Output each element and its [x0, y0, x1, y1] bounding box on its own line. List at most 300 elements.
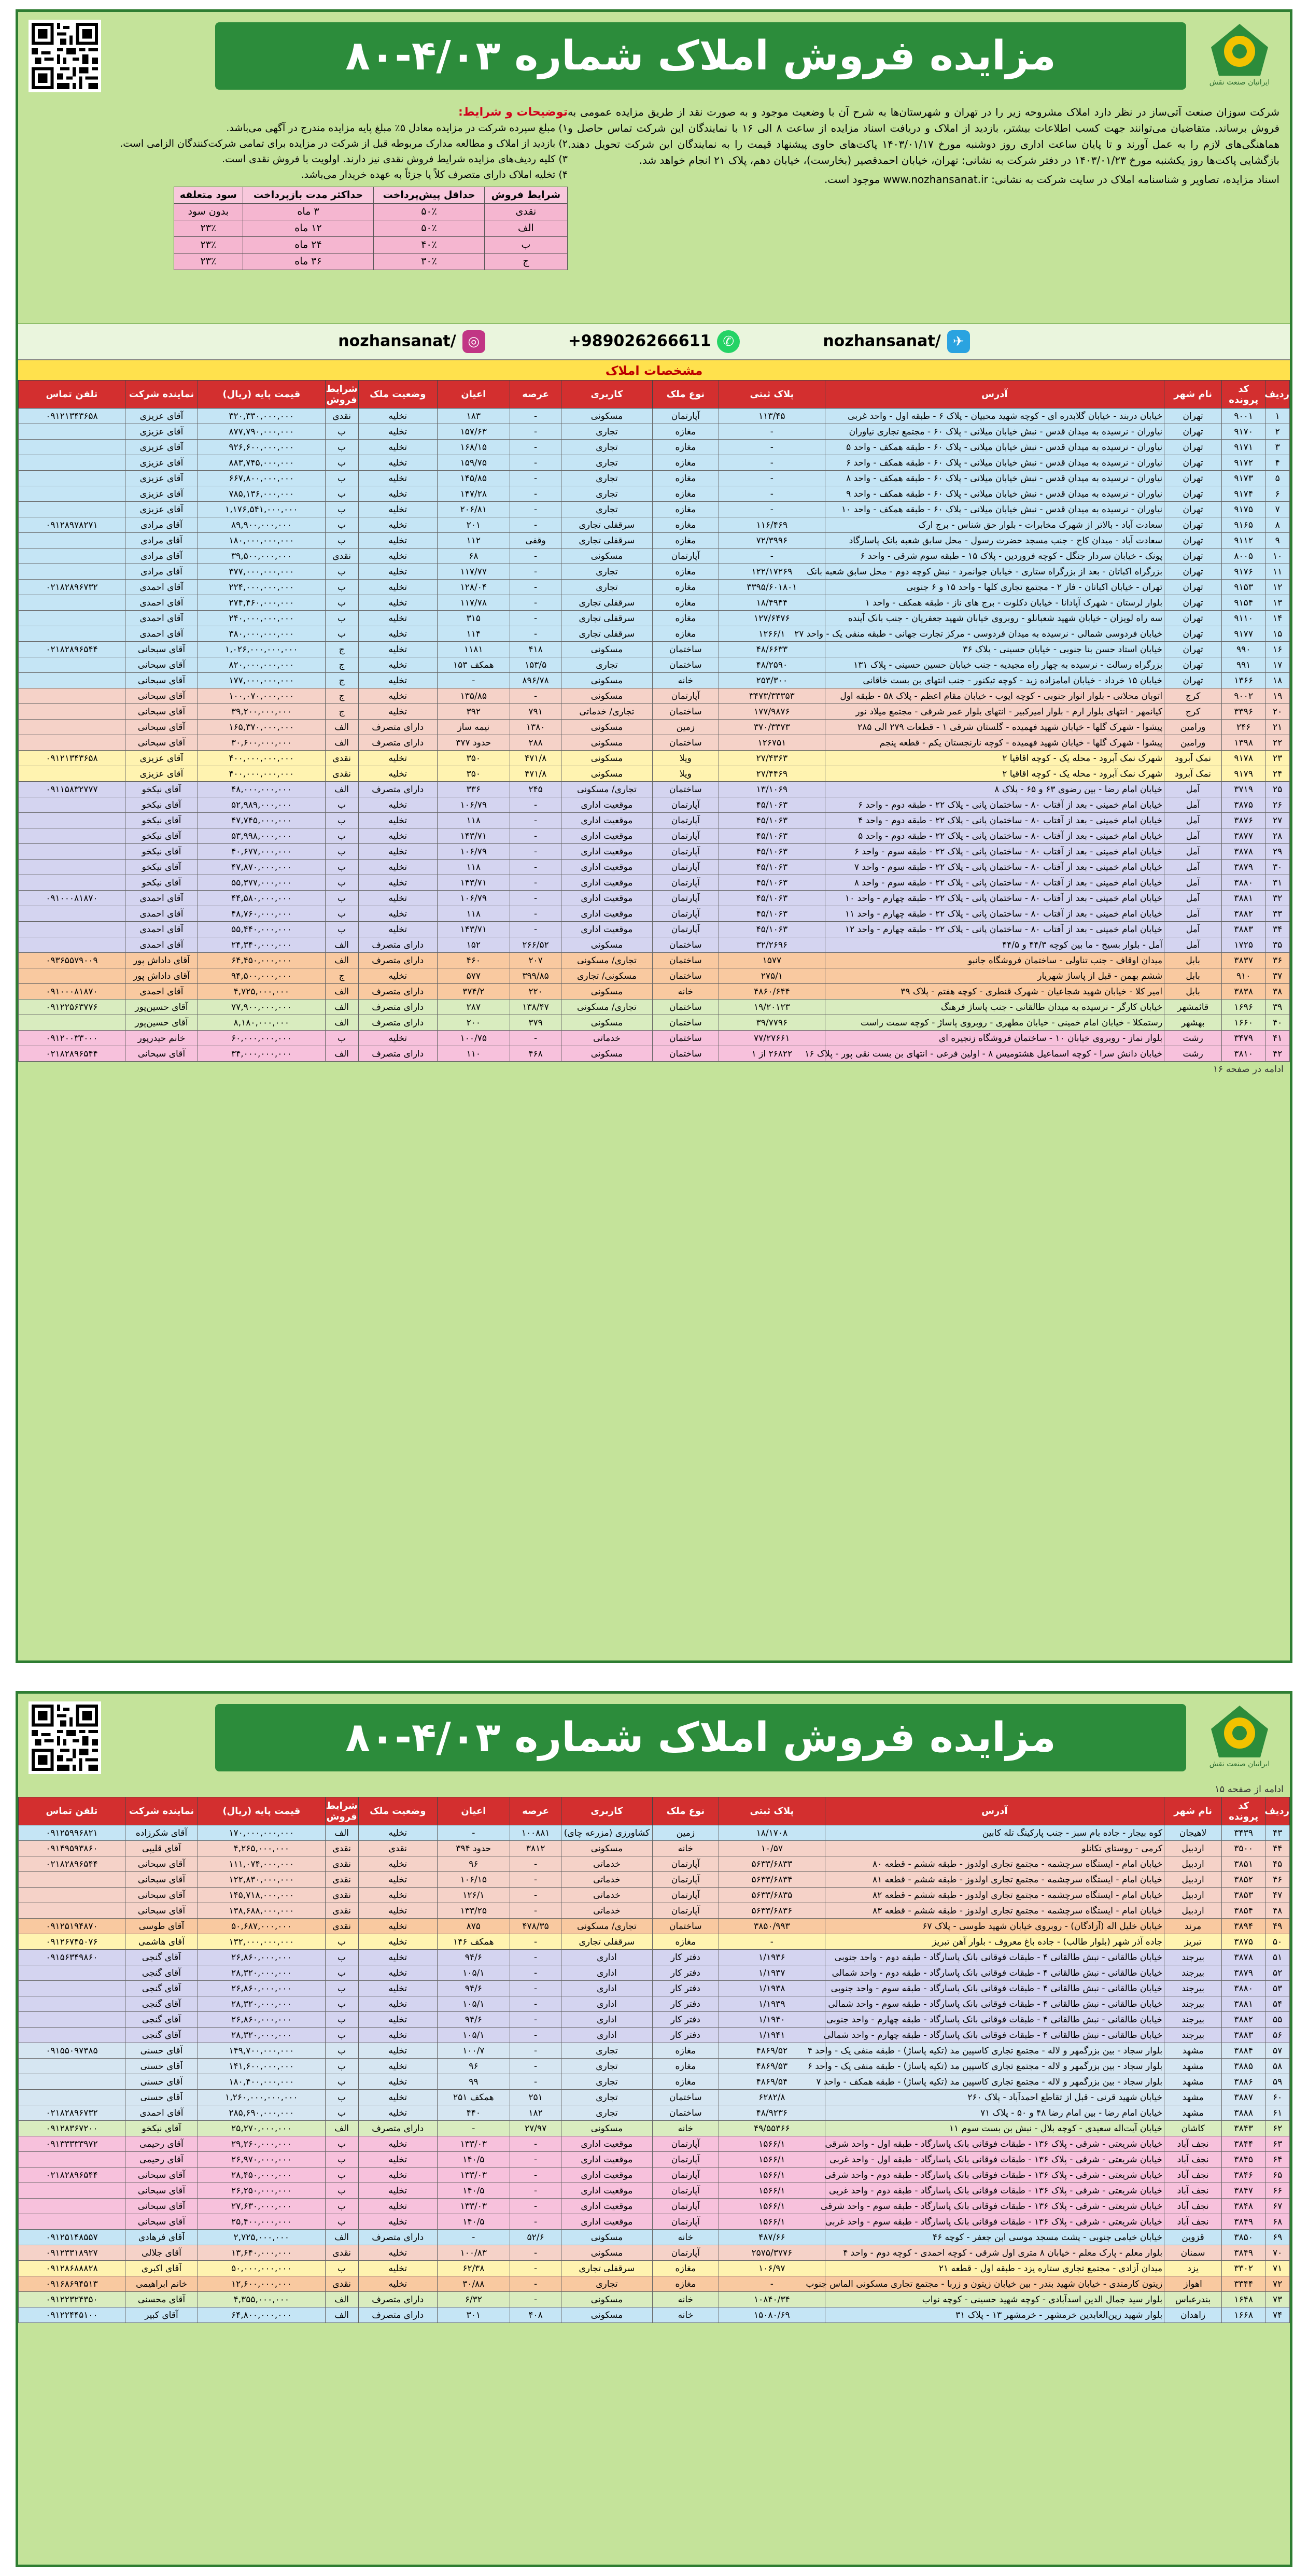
- property-cell: [19, 875, 125, 891]
- property-cell: تجاری: [561, 2043, 652, 2059]
- property-cell: مسکونی/ تجاری: [561, 968, 652, 984]
- property-cell: آقای حسین‌پور: [125, 1015, 198, 1031]
- property-cell: ۳۰,۶۰۰,۰۰۰,۰۰۰: [198, 735, 325, 751]
- property-cell: خانه: [652, 673, 719, 688]
- property-cell: تخلیه: [358, 797, 437, 813]
- property-cell: ۲۹: [1265, 844, 1290, 860]
- property-cell: ۱۶۵,۳۷۰,۰۰۰,۰۰۰: [198, 720, 325, 735]
- property-cell: تخلیه: [358, 813, 437, 828]
- property-cell: ۵۸: [1265, 2059, 1290, 2074]
- property-row: [19, 626, 1290, 642]
- property-cell: [19, 1965, 125, 1981]
- property-row: [19, 844, 1290, 860]
- property-cell: ۲۶,۸۶۰,۰۰۰,۰۰۰: [198, 2012, 325, 2028]
- property-cell: آپارتمان: [652, 891, 719, 906]
- property-cell: ۱۰۵/۱: [437, 1965, 510, 1981]
- property-cell: الف: [325, 2292, 358, 2307]
- property-cell: رشت: [1164, 1031, 1222, 1046]
- qr-code-icon[interactable]: [29, 1701, 101, 1774]
- property-cell: ۳۴۷۳/۳۳۳۵۳: [719, 688, 825, 704]
- property-cell: آقای سبحانی: [125, 688, 198, 704]
- property-cell: بیرجند: [1164, 1981, 1222, 1996]
- property-cell: بابل: [1164, 984, 1222, 1000]
- page-title-2: مزایده فروش املاک شماره ۴/۰۳-۸۰: [215, 1704, 1186, 1771]
- property-cell: تخلیه: [358, 564, 437, 580]
- property-cell: ۳۸۴۶: [1222, 2167, 1265, 2183]
- property-cell: خیابان امام - ایستگاه سرچشمه - مجتمع تجاری اولدوز - طبقه ششم - قطعه ۸۳: [825, 1903, 1164, 1919]
- property-cell: ۹۴/۶: [437, 1981, 510, 1996]
- property-cell: ۱۲۷/۶۴۷۶: [719, 611, 825, 626]
- property-cell: اداری: [561, 1950, 652, 1965]
- property-cell: آقای محسنی: [125, 2292, 198, 2307]
- property-cell: تخلیه: [358, 2199, 437, 2214]
- property-row: [19, 1903, 1290, 1919]
- column-header: تلفن تماس: [19, 1797, 125, 1825]
- property-cell: -: [719, 1934, 825, 1950]
- property-cell: آقای حسنی: [125, 2090, 198, 2105]
- property-cell: -: [719, 455, 825, 471]
- property-cell: ۱۰۰/۷: [437, 2043, 510, 2059]
- property-cell: ۳۸۵۰/۹۹۳: [719, 1919, 825, 1934]
- property-cell: ۹۱۱۲: [1222, 533, 1265, 548]
- property-cell: ۳۸۸۴: [1222, 2043, 1265, 2059]
- property-row: [19, 611, 1290, 626]
- properties-table-1: [18, 380, 1290, 1062]
- property-cell: -: [510, 828, 561, 844]
- property-cell: خیابان کارگر - نرسیده به میدان طالقانی - جنب پاساژ فرهنگ: [825, 1000, 1164, 1015]
- property-cell: ساختمان: [652, 937, 719, 953]
- property-cell: ۲۶,۸۶۰,۰۰۰,۰۰۰: [198, 1981, 325, 1996]
- property-cell: اردبیل: [1164, 1856, 1222, 1872]
- logo-icon: [1208, 21, 1271, 78]
- property-cell: ۳۴,۰۰۰,۰۰۰,۰۰۰: [198, 1046, 325, 1062]
- property-cell: آپارتمان: [652, 906, 719, 922]
- property-cell: ب: [325, 517, 358, 533]
- property-cell: ۶۲/۳۸: [437, 2261, 510, 2276]
- property-cell: ۳۸۱۰: [1222, 1046, 1265, 1062]
- property-cell: تخلیه: [358, 1888, 437, 1903]
- property-cell: زاهدان: [1164, 2307, 1222, 2323]
- property-cell: موقعیت اداری: [561, 860, 652, 875]
- condition-4: ۴) تخلیه املاک دارای متصرف کلاً یا جزئاً به عهده خریدار می‌باشد.: [301, 169, 568, 180]
- property-cell: آقای عزیزی: [125, 455, 198, 471]
- property-row: [19, 828, 1290, 844]
- property-cell: خیابان امام خمینی - بعد از آفتاب ۸۰ - ساختمان پانی - پلاک ۲۲ - طبقه سوم - واحد ۷: [825, 860, 1164, 875]
- property-cell: ۱۰: [1265, 548, 1290, 564]
- property-cell: مغازه: [652, 2074, 719, 2090]
- property-cell: تهران: [1164, 626, 1222, 642]
- sale-terms-cell: ۲۳٪: [174, 237, 243, 254]
- property-cell: ۱۸/۴۹۴۴: [719, 595, 825, 611]
- property-cell: تهران: [1164, 409, 1222, 424]
- property-cell: آپارتمان: [652, 844, 719, 860]
- continued-note: ادامه در صفحه ۱۶: [1213, 1064, 1284, 1075]
- property-cell: قائمشهر: [1164, 1000, 1222, 1015]
- whatsapp-link[interactable]: [568, 330, 740, 353]
- property-cell: خیابان امام رضا - بین امام رضا ۴۸ و ۵۰ - پلاک ۷۱: [825, 2105, 1164, 2121]
- property-cell: -: [510, 813, 561, 828]
- property-cell: ۴۵/۱۰۶۳: [719, 828, 825, 844]
- auction-sheet-2: [16, 1691, 1292, 2567]
- property-cell: -: [510, 1934, 561, 1950]
- property-cell: خانم حیدرپور: [125, 1031, 198, 1046]
- property-cell: خدماتی: [561, 1888, 652, 1903]
- sale-terms-table: [174, 187, 568, 270]
- property-row: [19, 953, 1290, 968]
- property-cell: [19, 626, 125, 642]
- property-cell: ۵۲: [1265, 1965, 1290, 1981]
- property-cell: نقدی: [325, 2245, 358, 2261]
- property-cell: بلوار سید جمال الدین اسدآبادی - کوچه شهید حسینی - کوچه نواب: [825, 2292, 1164, 2307]
- property-cell: نقدی: [325, 1903, 358, 1919]
- property-cell: ب: [325, 2152, 358, 2167]
- property-cell: ۳۸۴۹: [1222, 2245, 1265, 2261]
- property-cell: آقای نیکخو: [125, 782, 198, 797]
- property-cell: آمل: [1164, 891, 1222, 906]
- property-cell: مشهد: [1164, 2043, 1222, 2059]
- property-cell: آقای نیکخو: [125, 844, 198, 860]
- property-cell: ۴۴۰: [437, 2105, 510, 2121]
- intro-paragraph: شرکت سوزان صنعت آتی‌ساز در نظر دارد املاک مشروحه زیر را در تهران و شهرستان‌ها به شرح آن با وضعیت موجود و به صورت نقد از طریق مزایده عمومی به فروش برساند. متقاضیان می‌توانند جهت کسب اطلاعات بیشتر، بازدید از املاک و دریافت اسناد مزایده از ساعت ۸ الی ۱۶ با نمایندگان این شرکت تماس حاصل و هماهنگی‌های لازم را به عمل آورند و تا پایان ساعت اداری روز دوشنبه مورخ ۱۴۰۳/۰۱/۱۷ پاکت‌های حاوی پیشنهاد قیمت را به نمایندگان این شرکت تحویل دهند. بازگشایی پاکت‌ها روز یکشنبه مورخ ۱۴۰۳/۰۱/۲۳ در دفتر شرکت به نشانی: تهران، خیابان احمدقصیر (بخارست)، خیابان دهم، پلاک ۲۱ انجام خواهد شد.: [568, 106, 1280, 166]
- property-cell: ۵: [1265, 471, 1290, 486]
- property-cell: ۰۹۱۵۶۳۴۹۸۶۰: [19, 1950, 125, 1965]
- property-cell: -: [719, 502, 825, 517]
- property-cell: تجاری: [561, 455, 652, 471]
- property-cell: ۱۱۴: [437, 626, 510, 642]
- property-cell: الف: [325, 1015, 358, 1031]
- property-cell: موقعیت اداری: [561, 813, 652, 828]
- property-cell: اداری: [561, 2028, 652, 2043]
- property-cell: تخلیه: [358, 1919, 437, 1934]
- property-cell: دارای متصرف: [358, 2307, 437, 2323]
- column-header: عرصه: [510, 1797, 561, 1825]
- property-cell: خانه: [652, 2121, 719, 2136]
- property-cell: ۱۱۲: [437, 533, 510, 548]
- property-cell: ۴۶: [1265, 1872, 1290, 1888]
- property-cell: ۷۹۱: [510, 704, 561, 720]
- property-cell: تخلیه: [358, 424, 437, 440]
- property-cell: ۶۱: [1265, 2105, 1290, 2121]
- property-cell: تهران: [1164, 424, 1222, 440]
- property-cell: ب: [325, 2199, 358, 2214]
- property-cell: مسکونی: [561, 688, 652, 704]
- property-cell: ۷۲/۳۹۹۶: [719, 533, 825, 548]
- property-row: [19, 2183, 1290, 2199]
- property-cell: ۴۱: [1265, 1031, 1290, 1046]
- column-header: ردیف: [1265, 381, 1290, 409]
- property-cell: خیابان استاد حسن بنا جنوبی - خیابان حسینی - پلاک ۳۶: [825, 642, 1164, 657]
- property-cell: ۰۹۱۲۰۰۳۳۰۰۰: [19, 1031, 125, 1046]
- property-cell: آقای عزیزی: [125, 751, 198, 766]
- property-cell: دفتر کار: [652, 2012, 719, 2028]
- property-cell: [19, 2152, 125, 2167]
- property-cell: نیمه ساز: [437, 720, 510, 735]
- property-cell: ۳۸۳۷: [1222, 953, 1265, 968]
- property-cell: خیابان آیت‌اله سعیدی - کوچه بلال - نبش بن بست سوم ۱۱: [825, 2121, 1164, 2136]
- property-cell: ۱۴۷/۲۸: [437, 486, 510, 502]
- property-cell: خیابان امام خمینی - بعد از آفتاب ۸۰ - ساختمان پانی - پلاک ۲۲ - طبقه دوم - واحد ۴: [825, 813, 1164, 828]
- property-cell: آقای مرادی: [125, 548, 198, 564]
- property-cell: حدود ۳۹۴: [437, 1841, 510, 1856]
- property-cell: الف: [325, 953, 358, 968]
- property-cell: آقای احمدی: [125, 595, 198, 611]
- property-cell: [19, 502, 125, 517]
- property-cell: آقای داداش پور: [125, 953, 198, 968]
- property-cell: تخلیه: [358, 2105, 437, 2121]
- property-cell: تجاری: [561, 564, 652, 580]
- property-cell: الف: [325, 1825, 358, 1841]
- property-cell: ۴۵/۱۰۶۳: [719, 844, 825, 860]
- property-cell: ۵۹: [1265, 2074, 1290, 2090]
- property-cell: ساختمان: [652, 1031, 719, 1046]
- property-cell: تخلیه: [358, 440, 437, 455]
- property-cell: -: [437, 2230, 510, 2245]
- property-cell: خیابان طالقانی - نبش طالقانی ۴ - طبقات فوقانی بانک پاسارگاد - طبقه چهارم - واحد جنوبی: [825, 2012, 1164, 2028]
- property-cell: ۵۶۳۳/۶۸۳۴: [719, 1872, 825, 1888]
- property-row: [19, 440, 1290, 455]
- property-cell: دارای متصرف: [358, 2292, 437, 2307]
- property-row: [19, 704, 1290, 720]
- property-cell: ۱۷۲۵: [1222, 937, 1265, 953]
- property-cell: ۴۰۰,۰۰۰,۰۰۰,۰۰۰: [198, 751, 325, 766]
- property-cell: بلوار نماز - روبروی خیابان ۱۰ - ساختمان فروشگاه زنجیره ای: [825, 1031, 1164, 1046]
- property-cell: اردبیل: [1164, 1841, 1222, 1856]
- property-cell: ۲,۷۲۵,۰۰۰,۰۰۰: [198, 2230, 325, 2245]
- property-cell: ۱۴۳/۷۱: [437, 828, 510, 844]
- property-cell: ۲۰۷: [510, 953, 561, 968]
- property-cell: ۱۳۸/۴۷: [510, 1000, 561, 1015]
- condition-2: ۲) بازدید از املاک و مطالعه مدارک مربوطه قبل از شرکت در مزایده برای تمامی شرکت‌کنندگان الزامی است.: [120, 138, 568, 149]
- property-cell: آقای سبحانی: [125, 2214, 198, 2230]
- property-cell: خیابان امام خمینی - بعد از آفتاب ۸۰ - ساختمان پانی - پلاک ۲۲ - طبقه چهارم - واحد ۱۲: [825, 922, 1164, 937]
- property-cell: ۳۸۸۳: [1222, 2028, 1265, 2043]
- property-cell: تخلیه: [358, 2245, 437, 2261]
- property-row: [19, 906, 1290, 922]
- property-cell: مسکونی: [561, 1046, 652, 1062]
- property-cell: ساختمان: [652, 735, 719, 751]
- property-cell: ۱۴۹,۷۰۰,۰۰۰,۰۰۰: [198, 2043, 325, 2059]
- property-cell: -: [510, 875, 561, 891]
- property-cell: ۳۲: [1265, 891, 1290, 906]
- property-cell: ۲۵۱: [510, 2090, 561, 2105]
- property-cell: ۶۸: [1265, 2214, 1290, 2230]
- instagram-icon: ◎: [462, 330, 485, 353]
- property-cell: مسکونی: [561, 1841, 652, 1856]
- property-cell: موقعیت اداری: [561, 875, 652, 891]
- property-cell: ب: [325, 424, 358, 440]
- property-cell: آقای سبحانی: [125, 704, 198, 720]
- property-cell: رستمکلا - خیابان امام خمینی - خیابان مطهری - روبروی پاساژ - کوچه سمت راست: [825, 1015, 1164, 1031]
- property-cell: ۱۹/۲۰۱۲۳: [719, 1000, 825, 1015]
- property-cell: تهران: [1164, 533, 1222, 548]
- property-cell: تجاری: [561, 2276, 652, 2292]
- property-cell: ۱۶۸/۱۵: [437, 440, 510, 455]
- property-cell: ۰۹۱۲۸۳۶۷۲۰۰: [19, 2121, 125, 2136]
- property-cell: تخلیه: [358, 2074, 437, 2090]
- property-cell: بندرعباس: [1164, 2292, 1222, 2307]
- property-cell: تهران: [1164, 471, 1222, 486]
- column-header: اعیان: [437, 381, 510, 409]
- property-cell: ۲۷۴,۴۶۰,۰۰۰,۰۰۰: [198, 595, 325, 611]
- property-cell: ۱۳۳/۲۵: [437, 1903, 510, 1919]
- property-cell: -: [510, 1872, 561, 1888]
- property-cell: نقدی: [325, 1872, 358, 1888]
- property-cell: -: [437, 673, 510, 688]
- auction-sheet-1: [16, 9, 1292, 1663]
- property-cell: بیرجند: [1164, 1950, 1222, 1965]
- intro-text: [568, 104, 1279, 319]
- property-cell: ۳۳۹۶: [1222, 704, 1265, 720]
- property-cell: خانه: [652, 1841, 719, 1856]
- property-cell: ۴۷۱/۸: [510, 766, 561, 782]
- property-cell: [19, 2074, 125, 2090]
- property-cell: [19, 860, 125, 875]
- property-cell: آقای گنجی: [125, 2028, 198, 2043]
- property-cell: آمل: [1164, 813, 1222, 828]
- property-cell: الف: [325, 2307, 358, 2323]
- property-cell: موقعیت اداری: [561, 2183, 652, 2199]
- property-cell: -: [437, 2121, 510, 2136]
- property-cell: تهران: [1164, 595, 1222, 611]
- property-cell: ۳۴۳۹: [1222, 1825, 1265, 1841]
- property-cell: ۳۸۵۳: [1222, 1888, 1265, 1903]
- property-cell: مسکونی: [561, 673, 652, 688]
- property-cell: ۶۳: [1265, 2136, 1290, 2152]
- property-cell: تخلیه: [358, 642, 437, 657]
- property-cell: ۸۷۷,۷۹۰,۰۰۰,۰۰۰: [198, 424, 325, 440]
- property-cell: تهران: [1164, 517, 1222, 533]
- property-row: [19, 860, 1290, 875]
- property-cell: تهران: [1164, 440, 1222, 455]
- property-cell: مغازه: [652, 611, 719, 626]
- column-header: شرایط فروش: [325, 1797, 358, 1825]
- property-cell: -: [510, 1856, 561, 1872]
- property-cell: -: [510, 1981, 561, 1996]
- column-header: ردیف: [1265, 1797, 1290, 1825]
- property-cell: [19, 937, 125, 953]
- property-cell: کیانمهر - انتهای بلوار ارم - بلوار امیرکبیر - انتهای بلوار عمر شرقی - مجتمع میلاد نور: [825, 704, 1164, 720]
- property-cell: خیابان شریعتی - شرقی - پلاک ۱۳۶ - طبقات فوقانی بانک پاسارگاد - طبقه دوم - واحد غربی: [825, 2183, 1164, 2199]
- property-cell: آپارتمان: [652, 875, 719, 891]
- property-cell: آپارتمان: [652, 409, 719, 424]
- property-cell: ج: [325, 688, 358, 704]
- property-cell: خیابان امام - ایستگاه سرچشمه - مجتمع تجاری اولدوز - طبقه ششم - قطعه ۸۰: [825, 1856, 1164, 1872]
- property-cell: شهرک نمک آبرود - محله یک - کوچه اقاقیا ۲: [825, 751, 1164, 766]
- property-cell: مغازه: [652, 502, 719, 517]
- property-cell: ۳۸۳۸: [1222, 984, 1265, 1000]
- property-cell: ۴۸۶۹/۵۴: [719, 2074, 825, 2090]
- property-cell: تخلیه: [358, 1903, 437, 1919]
- column-header: تلفن تماس: [19, 381, 125, 409]
- telegram-link[interactable]: [823, 330, 969, 353]
- property-cell: -: [510, 2012, 561, 2028]
- column-header: نماینده شرکت: [125, 1797, 198, 1825]
- property-cell: خیابان طالقانی - نبش طالقانی ۴ - طبقات فوقانی بانک پاسارگاد - طبقه چهارم - واحد شمالی: [825, 2028, 1164, 2043]
- property-cell: خیابان امام خمینی - بعد از آفتاب ۸۰ - ساختمان پانی - پلاک ۲۲ - طبقه دوم - واحد ۵: [825, 828, 1164, 844]
- property-cell: آپارتمان: [652, 797, 719, 813]
- property-cell: ۳۹۲: [437, 704, 510, 720]
- property-cell: ۰۹۱۲۵۱۹۴۸۷۰: [19, 1919, 125, 1934]
- property-cell: خدماتی: [561, 1031, 652, 1046]
- property-cell: دارای متصرف: [358, 2230, 437, 2245]
- property-cell: آپارتمان: [652, 2214, 719, 2230]
- property-cell: ۶۰: [1265, 2090, 1290, 2105]
- property-cell: -: [510, 486, 561, 502]
- qr-code-icon[interactable]: [29, 20, 101, 92]
- property-cell: ۷۷,۹۰۰,۰۰۰,۰۰۰: [198, 1000, 325, 1015]
- property-cell: ج: [325, 673, 358, 688]
- property-cell: -: [510, 797, 561, 813]
- property-cell: تجاری: [561, 502, 652, 517]
- property-cell: ۱۱۶/۴۶۹: [719, 517, 825, 533]
- property-cell: ۱۱۸۱: [437, 642, 510, 657]
- property-cell: خانه: [652, 984, 719, 1000]
- property-cell: ساختمان: [652, 2090, 719, 2105]
- sale-terms-header: سود متعلقه: [174, 187, 243, 204]
- property-cell: ۳۵۰: [437, 766, 510, 782]
- property-row: [19, 1872, 1290, 1888]
- property-cell: ۳۱: [1265, 875, 1290, 891]
- property-cell: ۵۳,۹۹۸,۰۰۰,۰۰۰: [198, 828, 325, 844]
- property-cell: همکف ۱۵۳: [437, 657, 510, 673]
- property-cell: [19, 813, 125, 828]
- property-cell: ۱۰۶/۷۹: [437, 844, 510, 860]
- property-cell: آقای سبحانی: [125, 1856, 198, 1872]
- property-cell: ۷: [1265, 502, 1290, 517]
- property-cell: آقای گنجی: [125, 1996, 198, 2012]
- property-cell: دارای متصرف: [358, 2121, 437, 2136]
- property-cell: الف: [325, 2121, 358, 2136]
- property-cell: تخلیه: [358, 2043, 437, 2059]
- property-row: [19, 595, 1290, 611]
- property-cell: موقعیت اداری: [561, 2167, 652, 2183]
- property-cell: آمل: [1164, 782, 1222, 797]
- property-row: [19, 735, 1290, 751]
- property-cell: ۱۳,۶۴۰,۰۰۰,۰۰۰: [198, 2245, 325, 2261]
- property-row: [19, 1996, 1290, 2012]
- property-cell: -: [510, 2199, 561, 2214]
- property-row: [19, 1919, 1290, 1934]
- property-cell: مسکونی: [561, 984, 652, 1000]
- sheet-header: [18, 12, 1290, 100]
- property-cell: موقعیت اداری: [561, 2136, 652, 2152]
- property-cell: آقای سبحانی: [125, 642, 198, 657]
- property-cell: دفتر کار: [652, 2028, 719, 2043]
- property-cell: مسکونی: [561, 735, 652, 751]
- property-cell: تهران: [1164, 455, 1222, 471]
- property-cell: ۳۱۵: [437, 611, 510, 626]
- property-cell: آقای رحیمی: [125, 2136, 198, 2152]
- property-cell: نقدی: [325, 548, 358, 564]
- property-cell: تخلیه: [358, 1825, 437, 1841]
- property-cell: آپارتمان: [652, 828, 719, 844]
- property-cell: تبریز: [1164, 1934, 1222, 1950]
- property-cell: ۳۸۸۶: [1222, 2074, 1265, 2090]
- property-cell: اتوبان محلاتی - بلوار انوار جنوبی - کوچه ایوب - خیابان مقام اعظم - پلاک ۵۸ - طبقه اول: [825, 688, 1164, 704]
- instagram-link[interactable]: [338, 330, 485, 353]
- property-cell: ۱۵۶۶/۱: [719, 2167, 825, 2183]
- website-paragraph: اسناد مزایده، تصاویر و شناسنامه املاک در سایت شرکت به نشانی: www.nozhansanat.ir موجود است.: [824, 173, 1279, 186]
- property-cell: ۱۸۲: [510, 2105, 561, 2121]
- sale-terms-header: شرایط فروش: [484, 187, 567, 204]
- property-cell: -: [510, 688, 561, 704]
- property-cell: خانم ابراهیمی: [125, 2276, 198, 2292]
- property-cell: ۱۲۶۶/۱: [719, 626, 825, 642]
- property-cell: -: [510, 2214, 561, 2230]
- property-cell: ۰۹۱۰۰۰۸۱۸۷۰: [19, 984, 125, 1000]
- property-cell: ۳۸۸۸: [1222, 2105, 1265, 2121]
- property-cell: آپارتمان: [652, 860, 719, 875]
